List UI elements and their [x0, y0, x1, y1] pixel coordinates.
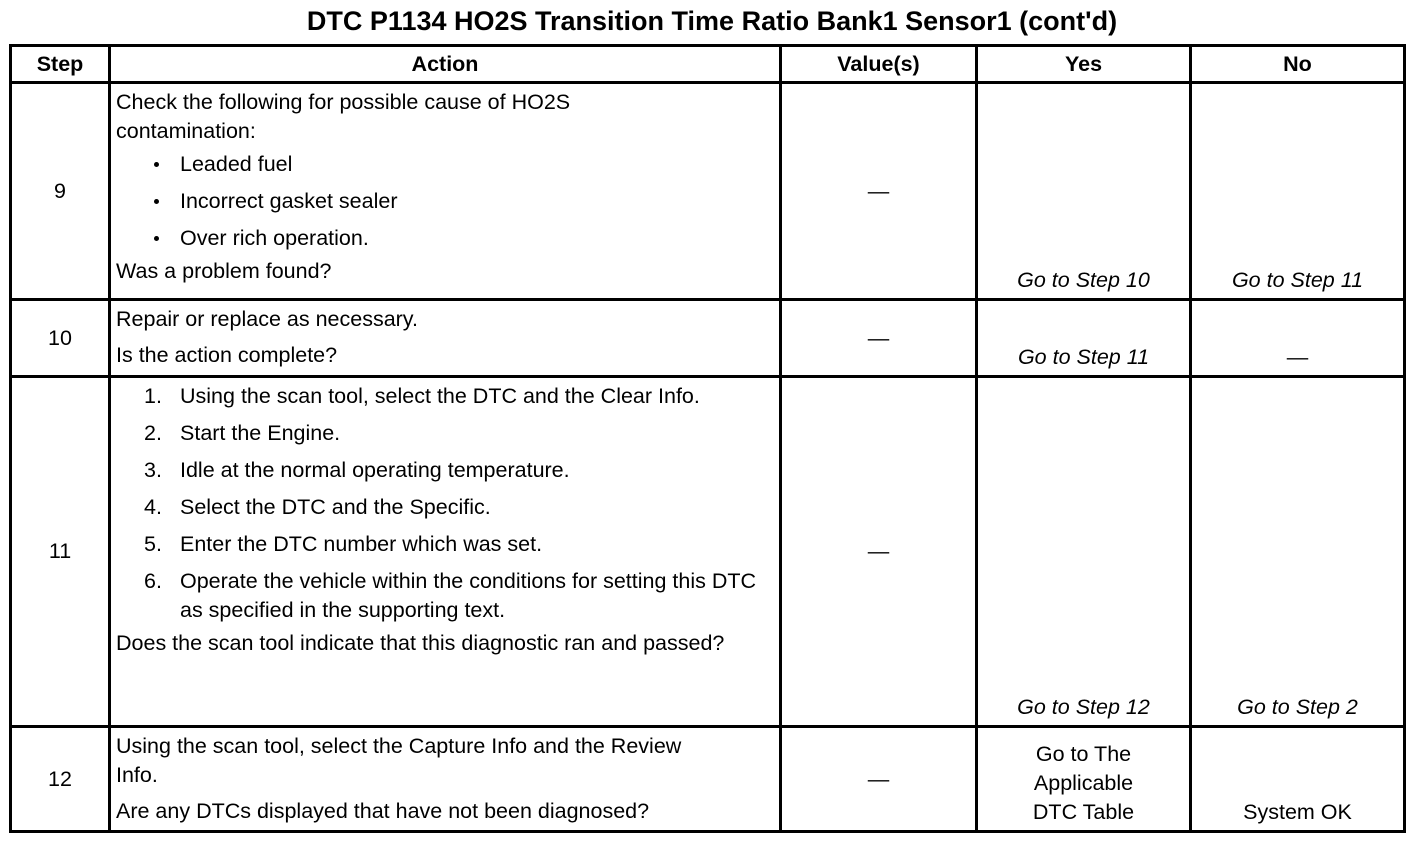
table-row	[11, 377, 1405, 727]
header-step: Step	[11, 46, 110, 83]
action-intro: Using the scan tool, select the Capture Info and the Review Info.	[116, 734, 682, 787]
no-cell: Go to Step 11	[1191, 83, 1405, 300]
list-item: Leaded fuel	[154, 150, 779, 179]
action-cell	[110, 377, 781, 727]
table-header-row	[11, 46, 1405, 83]
no-cell: —	[1191, 300, 1405, 377]
table-row	[11, 727, 1405, 832]
bullet-icon	[154, 199, 159, 204]
step-number: 12	[11, 727, 110, 832]
no-cell: System OK	[1191, 727, 1405, 832]
value-cell: —	[781, 300, 977, 377]
no-cell: Go to Step 2	[1191, 377, 1405, 727]
action-question: Is the action complete?	[116, 343, 338, 367]
value-cell: —	[781, 377, 977, 727]
action-question: Does the scan tool indicate that this diagnostic ran and passed?	[116, 631, 725, 655]
diagnostic-table	[9, 44, 1406, 833]
action-question: Are any DTCs displayed that have not been diagnosed?	[116, 799, 650, 823]
list-item: 2. Start the Engine.	[144, 421, 341, 445]
action-cell	[110, 300, 781, 377]
yes-cell: Go to Step 11	[977, 300, 1191, 377]
table-row	[11, 300, 1405, 377]
action-cell	[110, 727, 781, 832]
list-item: Incorrect gasket sealer	[154, 187, 779, 216]
bullet-icon	[154, 236, 159, 241]
numbered-list	[116, 382, 779, 625]
value-cell: —	[781, 727, 977, 832]
yes-cell: Go to Step 12	[977, 377, 1191, 727]
action-intro: Repair or replace as necessary.	[116, 307, 418, 331]
table-row	[11, 83, 1405, 300]
action-cell	[110, 83, 781, 300]
list-item: 4. Select the DTC and the Specific.	[144, 495, 491, 519]
list-item: 3. Idle at the normal operating temperature.	[144, 458, 570, 482]
step-number: 10	[11, 300, 110, 377]
value-cell: —	[781, 83, 977, 300]
bullet-list	[116, 150, 779, 253]
header-yes: Yes	[977, 46, 1191, 83]
header-action: Action	[110, 46, 781, 83]
action-question: Was a problem found?	[116, 259, 332, 283]
action-intro: Check the following for possible cause of HO2S contamination:	[116, 90, 571, 143]
header-no: No	[1191, 46, 1405, 83]
page-title: DTC P1134 HO2S Transition Time Ratio Bank1 Sensor1 (cont'd)	[306, 6, 1118, 36]
step-number: 11	[11, 377, 110, 727]
step-number: 9	[11, 83, 110, 300]
header-values: Value(s)	[781, 46, 977, 83]
bullet-icon	[154, 162, 159, 167]
list-item: 6. Operate the vehicle within the conditions for setting this DTC as specified in the supporting text.	[144, 569, 757, 622]
yes-cell: Go to Step 10	[977, 83, 1191, 300]
list-item: Over rich operation.	[154, 224, 779, 253]
list-item: 1. Using the scan tool, select the DTC and the Clear Info.	[144, 384, 700, 408]
yes-cell: Go to The Applicable DTC Table	[977, 727, 1191, 832]
list-item: 5. Enter the DTC number which was set.	[144, 532, 543, 556]
